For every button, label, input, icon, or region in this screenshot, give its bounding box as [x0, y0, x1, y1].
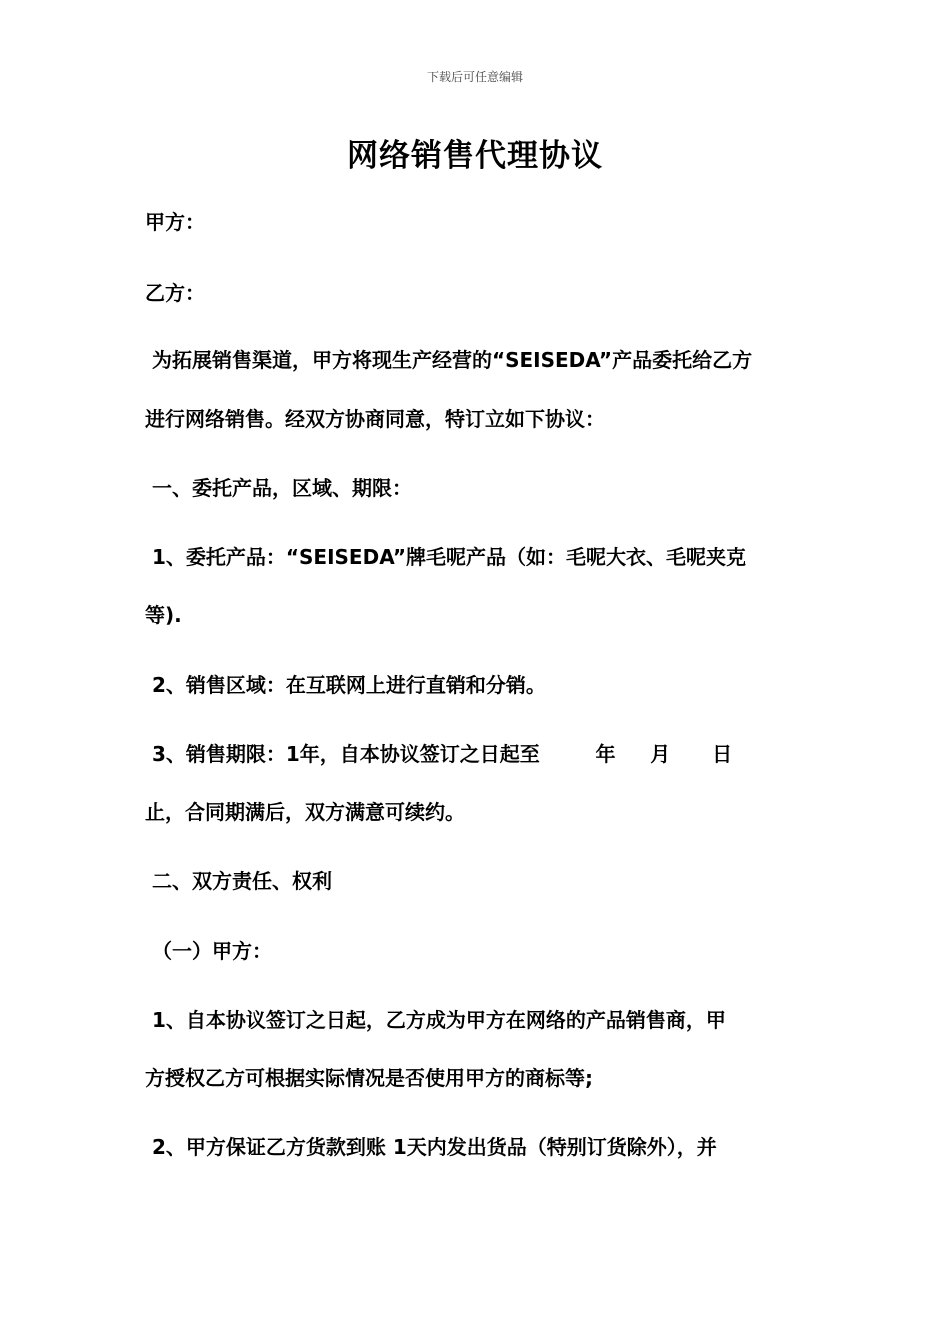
paragraph-line: 1、委托产品：“SEISEDA”牌毛呢产品（如：毛呢大衣、毛呢夹克: [145, 545, 746, 569]
paragraph-line: 1、自本协议签订之日起，乙方成为甲方在网络的产品销售商，甲: [145, 1008, 726, 1032]
paragraph-line: 3、销售期限：1年，自本协议签订之日起至 年 月 日: [145, 742, 733, 766]
paragraph-line: 进行网络销售。经双方协商同意，特订立如下协议：: [145, 407, 605, 431]
section-heading: 二、双方责任、权利: [145, 869, 332, 893]
subsection-heading: （一）甲方：: [145, 939, 272, 963]
paragraph-line: 止，合同期满后，双方满意可续约。: [145, 800, 465, 824]
party-a-line: 甲方：: [145, 210, 205, 234]
header-note: 下载后可任意编辑: [426, 70, 523, 84]
document-title: 网络销售代理协议: [347, 138, 603, 174]
paragraph-line: 2、销售区域：在互联网上进行直销和分销。: [145, 673, 546, 697]
section-heading: 一、委托产品，区域、期限：: [145, 476, 412, 500]
paragraph-line: 为拓展销售渠道，甲方将现生产经营的“SEISEDA”产品委托给乙方: [145, 348, 753, 372]
paragraph-line: 等).: [145, 603, 182, 627]
paragraph-line: 方授权乙方可根据实际情况是否使用甲方的商标等;: [145, 1066, 593, 1090]
party-b-line: 乙方：: [145, 281, 205, 305]
paragraph-line: 2、甲方保证乙方货款到账 1天内发出货品（特别订货除外），并: [145, 1135, 717, 1159]
